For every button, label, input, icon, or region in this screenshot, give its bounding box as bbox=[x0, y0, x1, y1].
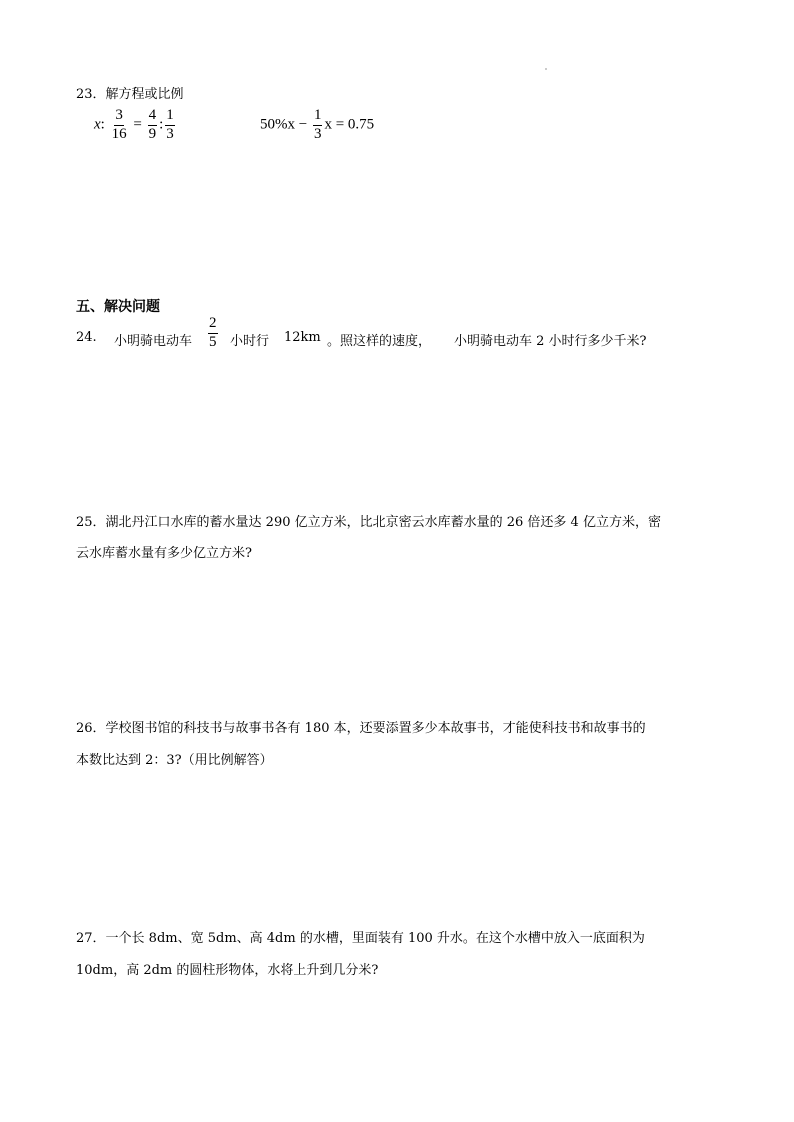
section-heading: 五、解决问题 bbox=[76, 299, 160, 315]
q27-line-2: 10dm，高 2dm 的圆柱形物体，水将上升到几分米? bbox=[76, 963, 379, 978]
q24-distance: 12km bbox=[284, 330, 321, 345]
q27-line-1: 27．一个长 8dm、宽 5dm、高 4dm 的水槽，里面装有 100 升水。在这个水槽中放入一底面积为 bbox=[76, 931, 645, 946]
q26-line-2: 本数比达到 2：3?（用比例解答） bbox=[76, 753, 273, 768]
q23-equation-1 bbox=[94, 108, 177, 143]
eq2-prefix: 50%x bbox=[260, 116, 295, 133]
fraction: $\frac{1}{3}$ bbox=[166, 107, 174, 142]
equals-sign: = bbox=[133, 116, 142, 133]
q25-line-1: 25．湖北丹江口水库的蓄水量达 290 亿立方米，比北京密云水库蓄水量的 26 倍还多 4 亿立方米，密 bbox=[76, 515, 661, 530]
q26-line-1: 26．学校图书馆的科技书与故事书各有 180 本，还要添置多少本故事书，才能使科技书和故事书的 bbox=[76, 721, 646, 736]
q24-fraction bbox=[206, 316, 220, 351]
colon: : bbox=[100, 116, 105, 133]
colon: : bbox=[159, 116, 164, 133]
q24-number: 24. bbox=[76, 330, 97, 345]
eq2-suffix: x = 0.75 bbox=[324, 116, 375, 133]
q24-text-mid: 小时行 bbox=[230, 334, 270, 349]
q24-question: 小明骑电动车 2 小时行多少千米? bbox=[454, 334, 647, 349]
fraction: $\frac{1}{3}$ bbox=[313, 107, 322, 142]
q23-label: 23．解方程或比例 bbox=[76, 87, 184, 102]
fraction: $\frac{2}{5}$ bbox=[209, 315, 217, 350]
minus-sign: − bbox=[298, 116, 308, 133]
fraction: $\frac{3}{16}$ bbox=[111, 107, 127, 142]
q24-text-after: 。照这样的速度， bbox=[327, 334, 432, 349]
q24-text-before: 小明骑电动车 bbox=[114, 334, 193, 349]
variable-x: x bbox=[94, 116, 101, 133]
q25-line-2: 云水库蓄水量有多少亿立方米? bbox=[76, 546, 252, 561]
fraction: $\frac{4}{9}$ bbox=[148, 107, 157, 142]
q23-equation-2 bbox=[260, 108, 374, 143]
scan-dot bbox=[545, 68, 547, 70]
